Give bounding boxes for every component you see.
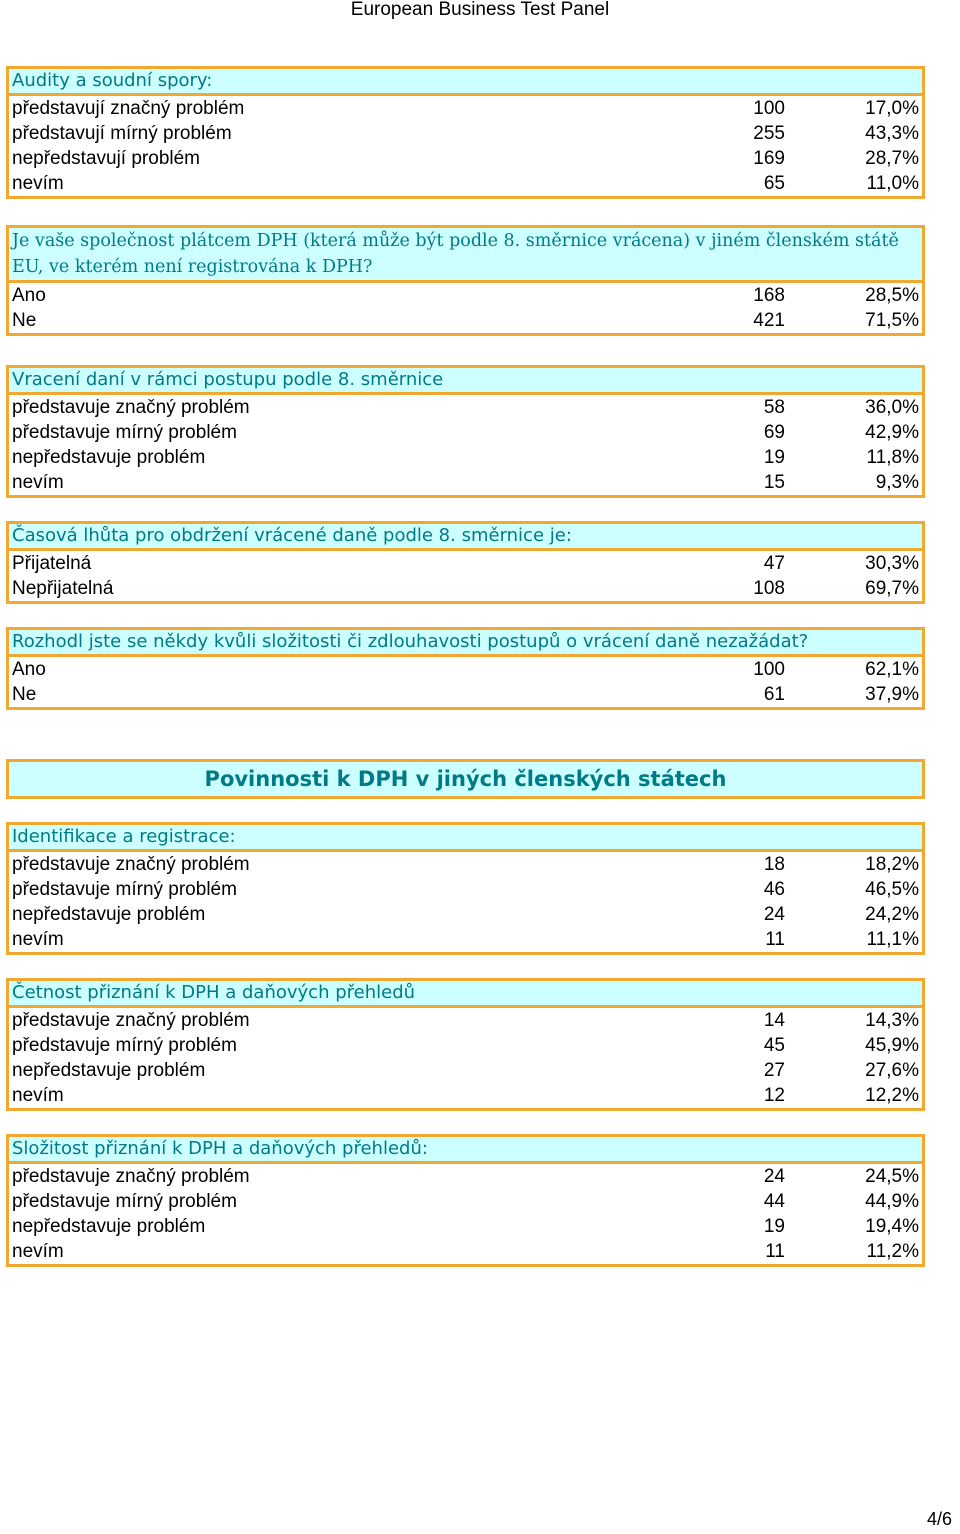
answer-label: nevím [12,1241,64,1262]
table-row [9,283,922,308]
table-row [9,1058,922,1083]
answer-label: nepředstavuje problém [12,1216,206,1237]
answer-label: představuje značný problém [12,1010,250,1031]
question-text: Četnost přiznání k DPH a daňových přehledů [9,981,922,1008]
answer-label: nepředstavuje problém [12,1060,206,1081]
answer-count: 169 [753,148,785,169]
table-row [9,1033,922,1058]
answer-label: nepředstavuje problém [12,904,206,925]
answer-label: představuje mírný problém [12,1191,237,1212]
answer-count: 24 [763,1166,785,1187]
answer-percent: 11,0% [866,173,919,194]
answer-label: představují značný problém [12,98,245,119]
question-text: Složitost přiznání k DPH a daňových přehledů: [9,1137,922,1164]
table-row [9,395,922,420]
table-row [9,470,922,495]
page-number: 4/6 [926,1509,952,1529]
table-row [9,1083,922,1108]
answer-label: Nepřijatelná [12,578,114,599]
table-row [9,420,922,445]
answer-percent: 36,0% [865,397,919,418]
question-text: Vracení daní v rámci postupu podle 8. směrnice [9,368,922,395]
answer-count: 100 [753,659,785,680]
answer-count: 58 [763,397,785,418]
answer-percent: 28,5% [865,285,919,306]
answer-count: 12 [763,1085,785,1106]
answer-count: 24 [763,904,785,925]
answer-percent: 18,2% [865,854,919,875]
table-row [9,121,922,146]
answer-label: nepředstavují problém [12,148,200,169]
answer-count: 421 [753,310,785,331]
answer-percent: 19,4% [865,1216,919,1237]
answer-count: 61 [763,684,785,705]
answer-percent: 24,5% [865,1166,919,1187]
answer-label: představuje značný problém [12,1166,250,1187]
survey-block-audits [6,66,925,199]
answer-percent: 44,9% [865,1191,919,1212]
answer-percent: 37,9% [865,684,919,705]
answer-count: 14 [763,1010,785,1031]
survey-block-complexity [6,1134,925,1267]
answer-label: Ne [12,310,37,331]
answer-percent: 30,3% [865,553,919,574]
table-row [9,877,922,902]
answer-label: představují mírný problém [12,123,232,144]
table-row [9,1214,922,1239]
section-title: Povinnosti k DPH v jiných členských státech [6,759,925,799]
answer-percent: 45,9% [865,1035,919,1056]
question-text: Rozhodl jste se někdy kvůli složitosti či zdlouhavosti postupů o vrácení daně nezažádat? [9,630,922,657]
question-text: Je vaše společnost plátcem DPH (která může být podle 8. směrnice vrácena) v jiném členském státě EU, ve kterém není registrována k DPH? [9,228,922,283]
answer-label: Ano [12,659,46,680]
question-text: Časová lhůta pro obdržení vrácené daně podle 8. směrnice je: [9,524,922,551]
answer-percent: 71,5% [865,310,919,331]
answer-percent: 11,1% [866,929,919,950]
table-row [9,171,922,196]
answer-percent: 12,2% [865,1085,919,1106]
table-row [9,682,922,707]
table-row [9,551,922,576]
answer-label: nepředstavuje problém [12,447,206,468]
answer-label: nevím [12,929,64,950]
answer-count: 65 [763,173,785,194]
table-row [9,1189,922,1214]
table-row [9,146,922,171]
table-row [9,657,922,682]
answer-percent: 43,3% [865,123,919,144]
answer-percent: 28,7% [865,148,919,169]
answer-percent: 24,2% [865,904,919,925]
answer-percent: 27,6% [865,1060,919,1081]
answer-label: představuje mírný problém [12,422,237,443]
answer-count: 44 [763,1191,785,1212]
question-text: Audity a soudní spory: [9,69,922,96]
answer-percent: 42,9% [865,422,919,443]
table-row [9,1008,922,1033]
page-header: European Business Test Panel [350,0,610,20]
survey-block-tax-refund [6,365,925,498]
table-row [9,96,922,121]
answer-label: Ne [12,684,37,705]
answer-label: Ano [12,285,46,306]
survey-block-time-limit [6,521,925,604]
answer-count: 27 [763,1060,785,1081]
answer-percent: 11,8% [866,447,919,468]
survey-block-vat-payer [6,225,925,336]
answer-count: 18 [763,854,785,875]
answer-count: 45 [763,1035,785,1056]
table-row [9,308,922,333]
answer-count: 168 [753,285,785,306]
answer-label: představuje mírný problém [12,879,237,900]
answer-count: 46 [763,879,785,900]
answer-label: představuje značný problém [12,854,250,875]
answer-count: 11 [765,1241,785,1262]
answer-label: Přijatelná [12,553,92,574]
answer-label: nevím [12,173,64,194]
answer-label: představuje mírný problém [12,1035,237,1056]
survey-block-frequency [6,978,925,1111]
answer-count: 47 [763,553,785,574]
answer-percent: 46,5% [865,879,919,900]
answer-label: nevím [12,1085,64,1106]
table-row [9,1164,922,1189]
table-row [9,445,922,470]
table-row [9,902,922,927]
answer-percent: 14,3% [865,1010,919,1031]
answer-count: 69 [763,422,785,443]
answer-percent: 62,1% [865,659,919,680]
answer-count: 100 [753,98,785,119]
answer-count: 19 [763,1216,785,1237]
answer-label: představuje značný problém [12,397,250,418]
answer-count: 255 [753,123,785,144]
answer-count: 11 [765,929,785,950]
survey-block-identification [6,822,925,955]
answer-count: 108 [753,578,785,599]
table-row [9,852,922,877]
answer-percent: 69,7% [865,578,919,599]
question-text: Identifikace a registrace: [9,825,922,852]
survey-block-refund-decision [6,627,925,710]
answer-percent: 11,2% [866,1241,919,1262]
answer-count: 19 [763,447,785,468]
table-row [9,576,922,601]
answer-percent: 9,3% [875,472,919,493]
answer-label: nevím [12,472,64,493]
table-row [9,927,922,952]
answer-percent: 17,0% [865,98,919,119]
table-row [9,1239,922,1264]
answer-count: 15 [763,472,785,493]
